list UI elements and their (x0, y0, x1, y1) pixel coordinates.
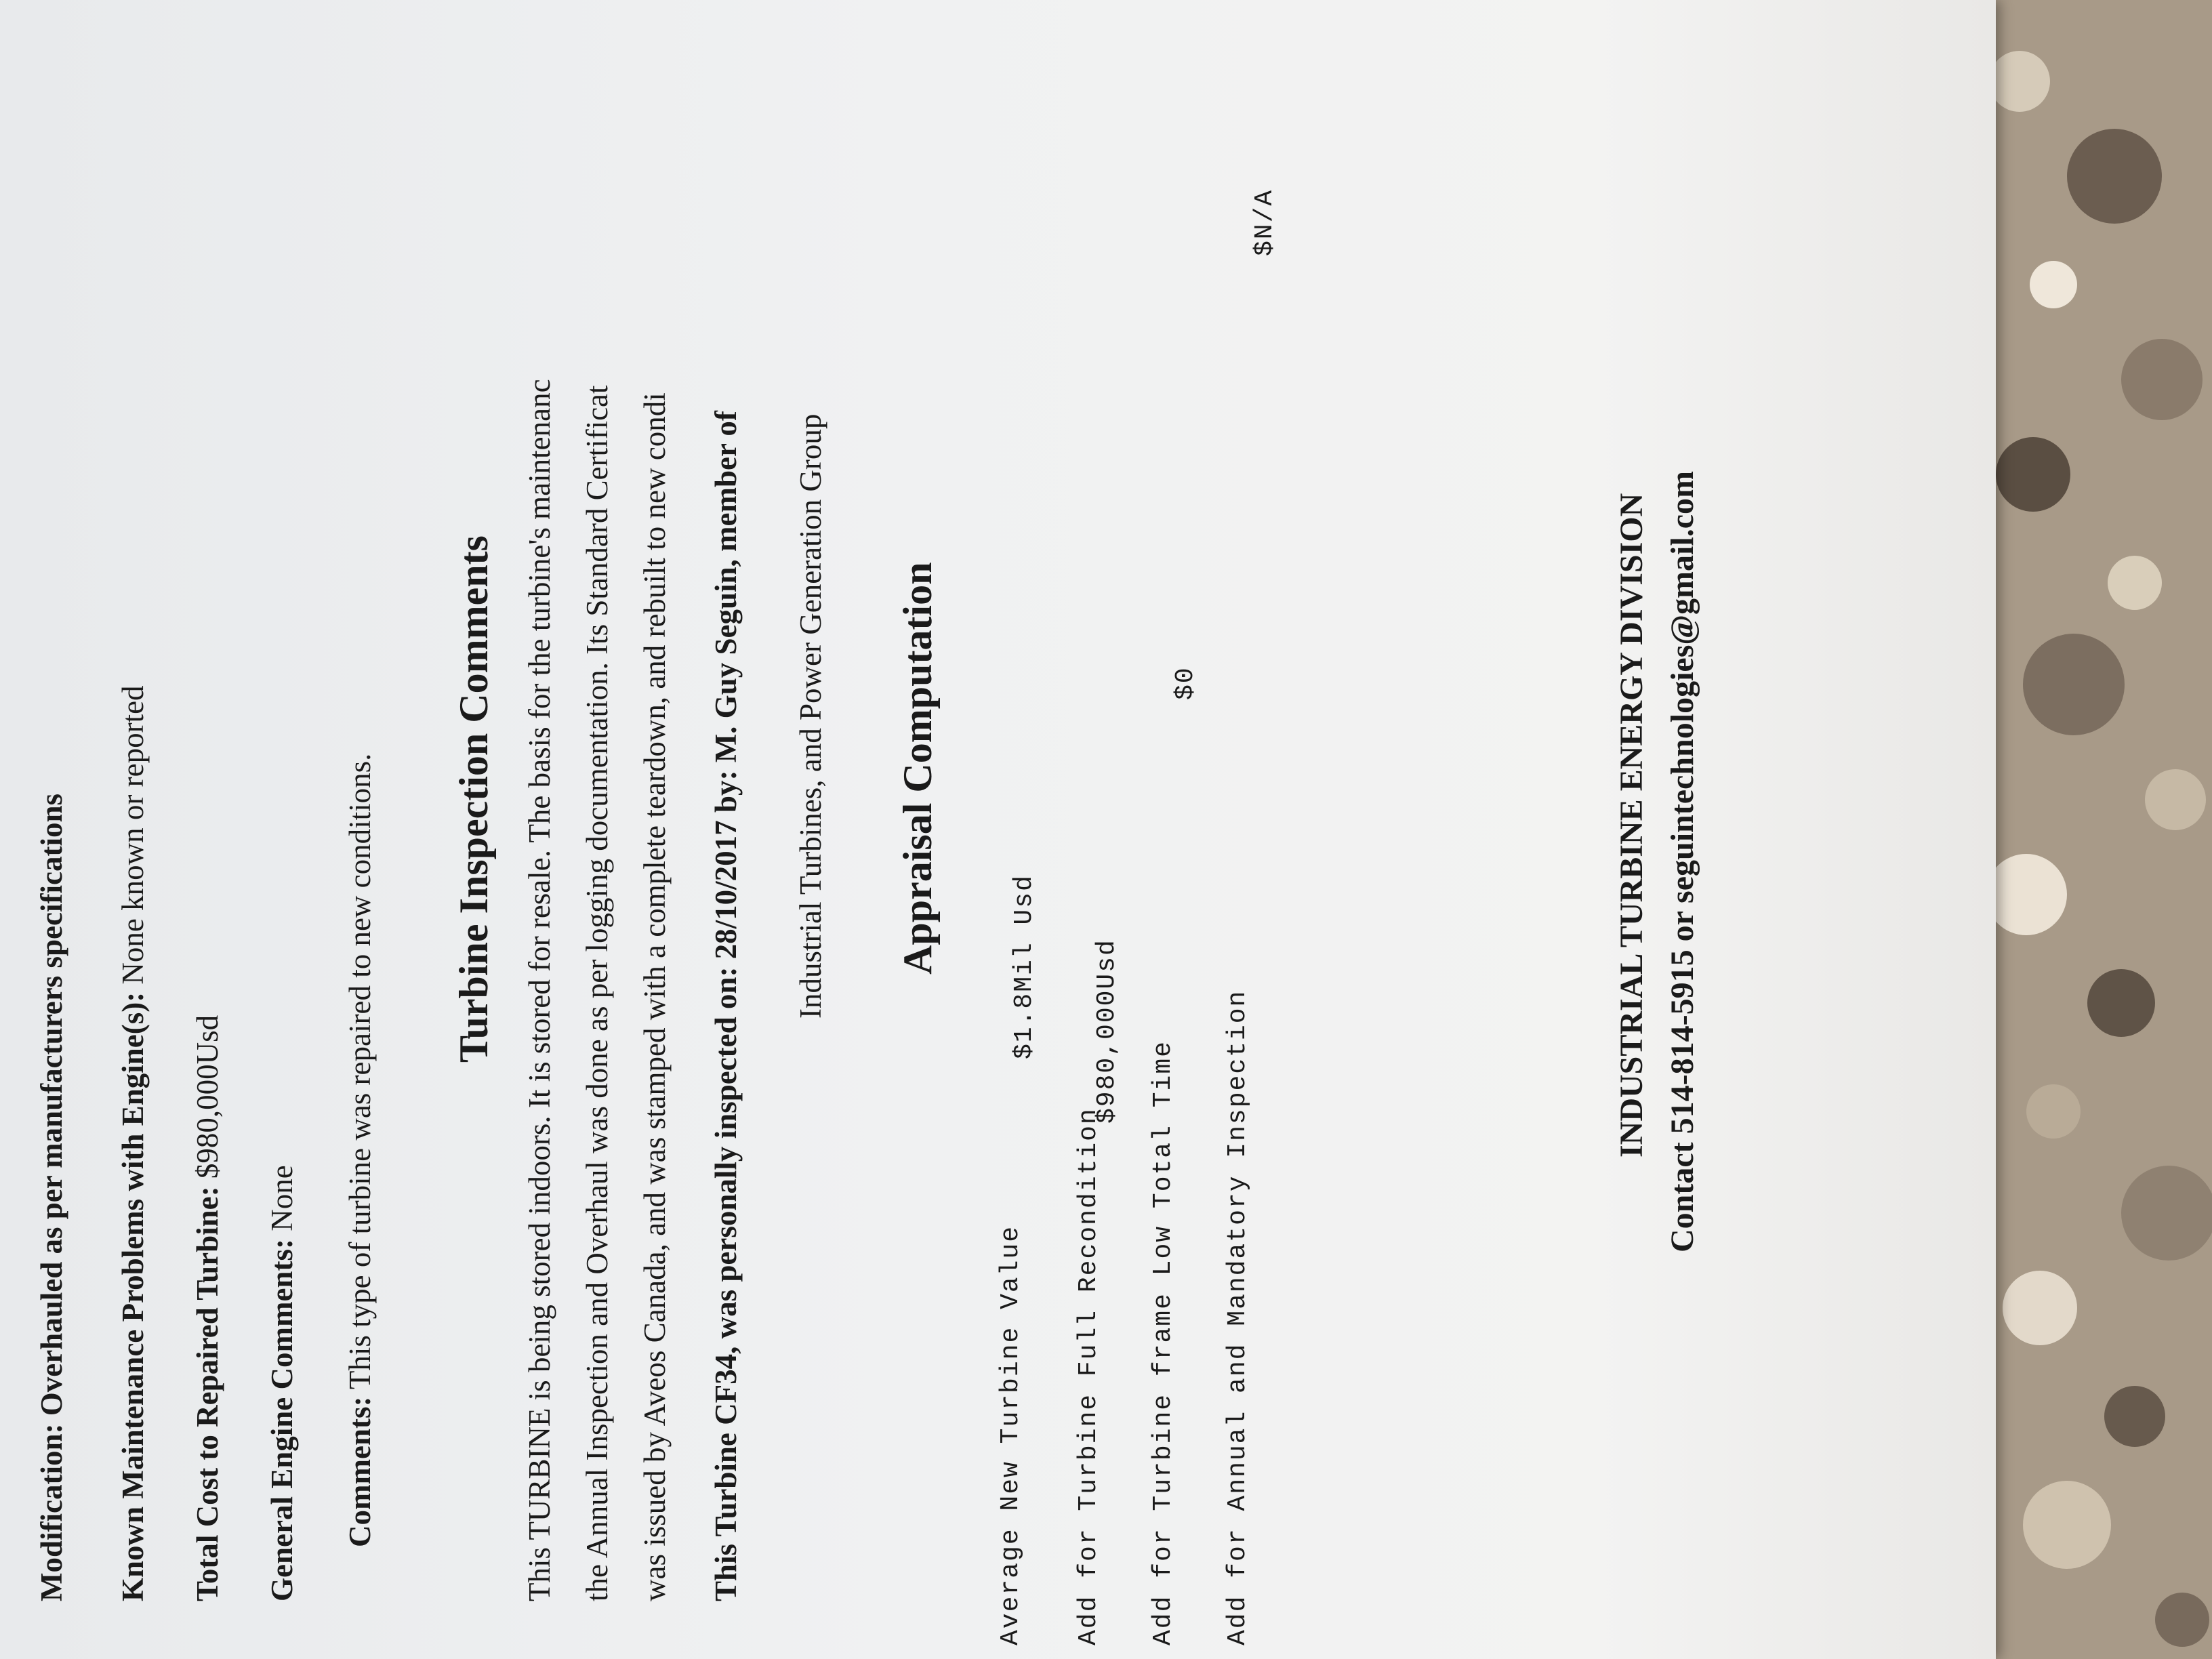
comments-value: This type of turbine was repaired to new conditions. (343, 753, 377, 1390)
appraisal-row-value: $1.8Mil Usd (1010, 874, 1039, 1059)
general-comments-line (264, 1165, 300, 1601)
comments-line (342, 754, 377, 1547)
countertop-texture (1979, 0, 2212, 1659)
appraisal-row-label: Add for Turbine frame Low Total Time (1149, 1040, 1178, 1645)
appraisal-row-label: Add for Annual and Mandatory Inspection (1223, 989, 1252, 1645)
total-cost-value: $980,000Usd (190, 1015, 224, 1179)
footer-contact: Contact 514-814-5915 or seguintechnologies@gmail.com (1664, 471, 1700, 1252)
maintenance-problems-line (115, 685, 150, 1601)
maintenance-problems-value: None known or reported (116, 685, 150, 985)
inspection-paragraph-line-1: This TURBINE is being stored indoors. It is stored for resale. The basis for the turbine's maintenanc (523, 379, 556, 1601)
inspection-paragraph-line-2: the Annual Inspection and Overhaul was done as per logging documentation. Its Standard Certificat (580, 385, 614, 1601)
footer-division: INDUSTRIAL TURBINE ENERGY DIVISION (1614, 493, 1650, 1158)
maintenance-problems-label: Known Maintenance Problems with Engine(s): (116, 991, 150, 1601)
appraisal-row-value: $0 (1171, 666, 1200, 700)
comments-label: Comments: (343, 1396, 377, 1547)
appraisal-row-label: Add for Turbine Full Recondition (1074, 1107, 1103, 1645)
total-cost-label: Total Cost to Repaired Turbine: (190, 1186, 224, 1601)
total-cost-line (190, 1015, 225, 1601)
inspection-heading: Turbine Inspection Comments (451, 535, 496, 1063)
appraisal-heading: Appraisal Computation (895, 562, 940, 975)
modification-line: Modification: Overhauled as per manufacturers specifications (35, 794, 68, 1601)
inspected-line: This Turbine CF34, was personally inspected on: 28/10/2017 by: M. Guy Seguin, member of (709, 411, 743, 1601)
appraisal-row-value: $N/A (1250, 188, 1279, 256)
general-comments-label: General Engine Comments: (265, 1239, 299, 1601)
appraisal-row-value: $980,000Usd (1092, 939, 1122, 1124)
inspection-paragraph-line-3: was issued by Aveos Canada, and was stamped with a complete teardown, and rebuilt to new condi (638, 392, 672, 1601)
general-comments-value: None (265, 1165, 299, 1231)
appraisal-row-label: Average New Turbine Value (996, 1225, 1025, 1645)
group-line: Industrial Turbines, and Power Generation Group (794, 413, 827, 1019)
